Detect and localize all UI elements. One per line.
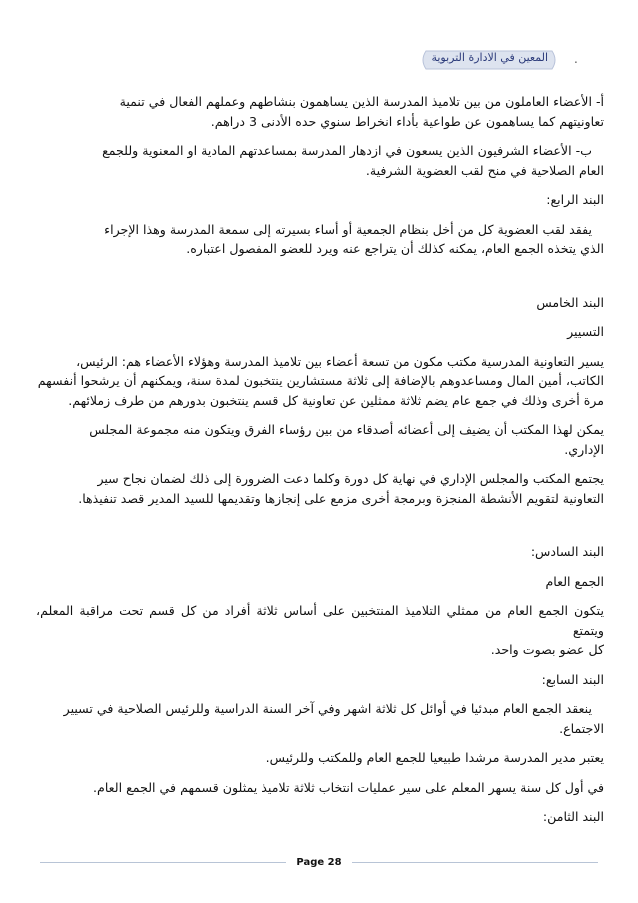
heading-article-7: البند السابع: [541, 671, 604, 687]
paragraph-director-role: يعتبر مدير المدرسة مرشدا طبيعيا للجمع العام وللمكتب وللرئيس. [265, 750, 604, 765]
header-bullet: . [574, 52, 578, 66]
paragraph-assembly-schedule-line2: الاجتماع. [559, 720, 604, 736]
paragraph-elections: في أول كل سنة يسهر المعلم على سير عمليات انتخاب ثلاثة تلاميذ يمثلون قسمهم في الجمع العام. [93, 779, 604, 795]
page-number: Page 28 [296, 857, 342, 868]
paragraph-active-members-line1: أ- الأعضاء العاملون من بين تلاميذ المدرسة الذين يساهمون بنشاطهم وعملهم الفعال في تنمية [119, 94, 604, 109]
paragraph-meetings-line2: التعاونية لتقويم الأنشطة المنجزة وبرمجة أخرى مزمع على إنجازها وتقديمها للسيد المدير قصد تنفيذها. [78, 490, 604, 506]
paragraph-active-members-line2: تعاونيتهم كما يساهمون عن طواعية بأداء انخراط سنوي حده الأدنى 3 دراهم. [210, 113, 604, 129]
heading-article-5: البند الخامس [536, 294, 604, 310]
heading-article-6: البند السادس: [530, 544, 604, 559]
paragraph-membership-loss-line1: يفقد لقب العضوية كل من أخل بنظام الجمعية أو أساء بسيرته إلى سمعة المدرسة وهذا الإجراء [104, 221, 592, 237]
heading-article-4: البند الرابع: [546, 192, 604, 207]
paragraph-bureau-line2: الكاتب، أمين المال ومساعدوهم بالإضافة إلى ثلاثة مستشارين ينتخبون لمدة سنة، ويمكنهم أن يرشحوا أنفسهم [37, 373, 604, 388]
heading-management: التسيير [567, 324, 604, 339]
paragraph-board-line1: يمكن لهذا المكتب أن يضيف إلى أعضائه أصدقاء من بين رؤساء الفرق ويتكون منه مجموعة المجلس [89, 422, 604, 437]
paragraph-bureau-line3: مرة أخرى وذلك في جمع عام يضم ثلاثة ممثلين عن تعاونية كل قسم ينتخبون بدورهم من طرف زملائهم. [68, 392, 604, 408]
paragraph-board-line2: الإداري. [564, 441, 604, 457]
footer-rule-left [40, 862, 286, 863]
paragraph-membership-loss-line2: الذي يتخذه الجمع العام، يمكنه كذلك أن يتراجع عنه ويرد للعضو المفصول اعتباره. [186, 241, 604, 256]
heading-article-8: البند الثامن: [542, 809, 604, 824]
paragraph-honorary-members-line1: ب- الأعضاء الشرفيون الذين يسعون في ازدهار المدرسة بمساعدتهم المادية او المعنوية وللجمع [102, 143, 592, 158]
paragraph-assembly-composition-line1: يتكون الجمع العام من ممثلي التلاميذ المنتخبين على أساس ثلاثة أفراد من كل قسم تحت مراقبة المعلم، ويتمتع [36, 603, 604, 638]
paragraph-bureau-line1: يسير التعاونية المدرسية مكتب مكون من تسعة أعضاء بين تلاميذ المدرسة وهؤلاء الأعضاء هم: الرئيس، [76, 353, 604, 369]
paragraph-honorary-members-line2: العام الصلاحية في منح لقب العضوية الشرفية. [365, 162, 604, 178]
footer-rule-right [352, 862, 598, 863]
header-title: المعين في الادارة التربوية [431, 51, 548, 64]
document-body [36, 92, 604, 827]
paragraph-assembly-composition-line2: كل عضو بصوت واحد. [490, 642, 604, 657]
heading-general-assembly: الجمع العام [545, 573, 604, 589]
paragraph-meetings-line1: يجتمع المكتب والمجلس الإداري في نهاية كل دورة وكلما دعت الضرورة إلى ذلك لضمان نجاح سير [97, 471, 604, 486]
paragraph-assembly-schedule-line1: ينعقد الجمع العام مبدئيا في أوائل كل ثلاثة اشهر وفي آخر السنة الدراسية وللرئيس الصلاحية في تسيير [63, 701, 592, 716]
